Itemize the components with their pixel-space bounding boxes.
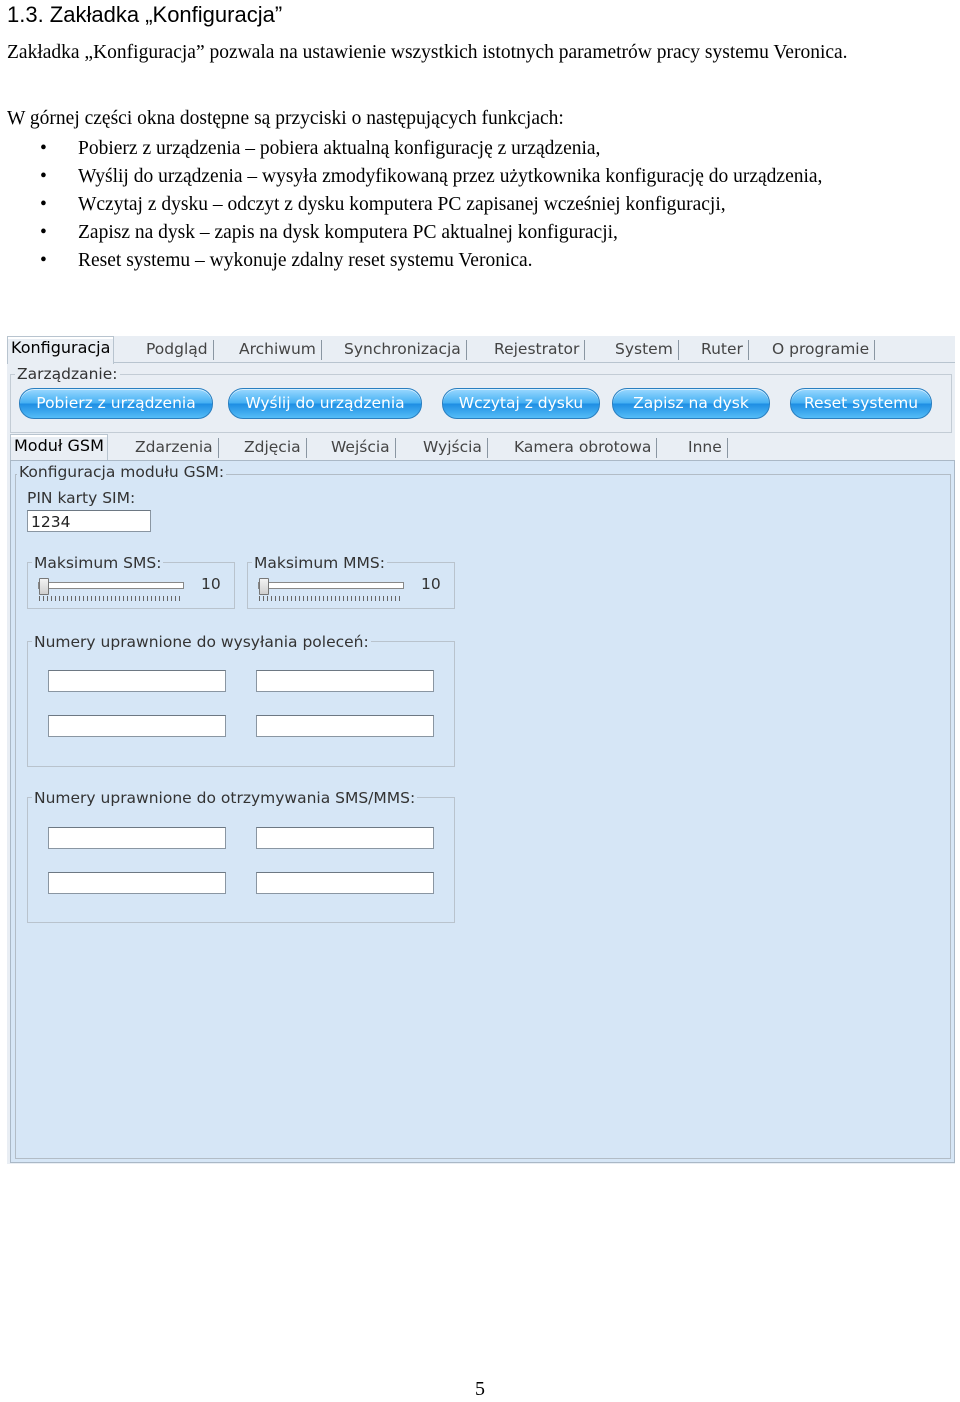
- tab-zdarzenia[interactable]: Zdarzenia: [132, 436, 216, 460]
- reset-system-button[interactable]: Reset systemu: [790, 388, 932, 419]
- max-sms-ticks: [39, 596, 183, 601]
- cmd-number-input-3[interactable]: [48, 715, 226, 737]
- tab-o-programie[interactable]: O programie: [769, 338, 872, 362]
- max-sms-label: Maksimum SMS:: [34, 554, 162, 572]
- function-list: [7, 135, 953, 275]
- tab-modul-gsm[interactable]: Moduł GSM: [10, 434, 108, 462]
- max-mms-ticks: [259, 596, 403, 601]
- management-group: [10, 365, 952, 433]
- list-item: • Wczytaj z dysku – odczyt z dysku komputera PC zapisanej wcześniej konfiguracji,: [40, 194, 726, 215]
- page-number: 5: [475, 1378, 485, 1400]
- intro-paragraph: Zakładka „Konfiguracja” pozwala na ustawienie wszystkich istotnych parametrów pracy systemu Veronica.: [7, 42, 848, 63]
- tab-archiwum[interactable]: Archiwum: [236, 338, 319, 362]
- load-from-disk-button[interactable]: Wczytaj z dysku: [442, 388, 600, 419]
- management-label: Zarządzanie:: [17, 365, 118, 383]
- gsm-config-label: Konfiguracja modułu GSM:: [19, 463, 225, 481]
- max-mms-slider-handle[interactable]: [259, 578, 269, 595]
- cmd-number-input-4[interactable]: [256, 715, 434, 737]
- lead-paragraph: W górnej części okna dostępne są przyciski o następujących funkcjach:: [7, 108, 564, 129]
- max-sms-slider-track: [38, 582, 184, 589]
- list-item: • Pobierz z urządzenia – pobiera aktualną konfigurację z urządzenia,: [40, 138, 601, 159]
- tab-rejestrator[interactable]: Rejestrator: [491, 338, 582, 362]
- cmd-number-input-1[interactable]: [48, 670, 226, 692]
- max-sms-slider-handle[interactable]: [39, 578, 49, 595]
- main-tab-bar: [7, 336, 955, 363]
- recv-number-input-1[interactable]: [48, 827, 226, 849]
- download-from-device-button[interactable]: Pobierz z urządzenia: [19, 388, 213, 419]
- max-mms-group: [247, 554, 455, 609]
- recv-numbers-label: Numery uprawnione do otrzymywania SMS/MMS:: [34, 789, 416, 807]
- recv-number-input-4[interactable]: [256, 872, 434, 894]
- tab-podglad[interactable]: Podgląd: [143, 338, 211, 362]
- max-mms-label: Maksimum MMS:: [254, 554, 385, 572]
- cmd-numbers-group: [27, 633, 455, 767]
- max-sms-value: 10: [201, 575, 221, 593]
- save-to-disk-button[interactable]: Zapisz na dysk: [612, 388, 770, 419]
- gsm-panel: [10, 460, 955, 1163]
- pin-input[interactable]: 1234: [27, 510, 151, 532]
- tab-synchronizacja[interactable]: Synchronizacja: [341, 338, 464, 362]
- max-sms-group: [27, 554, 235, 609]
- cmd-numbers-label: Numery uprawnione do wysyłania poleceń:: [34, 633, 369, 651]
- tab-wyjscia[interactable]: Wyjścia: [420, 436, 485, 460]
- recv-numbers-group: [27, 789, 455, 923]
- tab-kamera-obrotowa[interactable]: Kamera obrotowa: [511, 436, 654, 460]
- recv-number-input-3[interactable]: [48, 872, 226, 894]
- max-mms-slider-track: [258, 582, 404, 589]
- app-screenshot: [7, 336, 955, 1164]
- sub-tab-bar: [7, 434, 955, 460]
- tab-zdjecia[interactable]: Zdjęcia: [241, 436, 304, 460]
- tab-ruter[interactable]: Ruter: [698, 338, 746, 362]
- recv-number-input-2[interactable]: [256, 827, 434, 849]
- list-item: • Wyślij do urządzenia – wysyła zmodyfikowaną przez użytkownika konfigurację do urządzenia,: [40, 166, 823, 187]
- max-mms-value: 10: [421, 575, 441, 593]
- section-title: 1.3. Zakładka „Konfiguracja”: [7, 2, 283, 27]
- tab-konfiguracja[interactable]: Konfiguracja: [7, 336, 114, 364]
- tab-system[interactable]: System: [612, 338, 676, 362]
- pin-label: PIN karty SIM:: [27, 489, 136, 507]
- list-item: • Zapisz na dysk – zapis na dysk komputera PC aktualnej konfiguracji,: [40, 222, 618, 243]
- tab-inne[interactable]: Inne: [685, 436, 725, 460]
- send-to-device-button[interactable]: Wyślij do urządzenia: [228, 388, 422, 419]
- tab-wejscia[interactable]: Wejścia: [328, 436, 393, 460]
- cmd-number-input-2[interactable]: [256, 670, 434, 692]
- list-item: • Reset systemu – wykonuje zdalny reset systemu Veronica.: [40, 250, 533, 271]
